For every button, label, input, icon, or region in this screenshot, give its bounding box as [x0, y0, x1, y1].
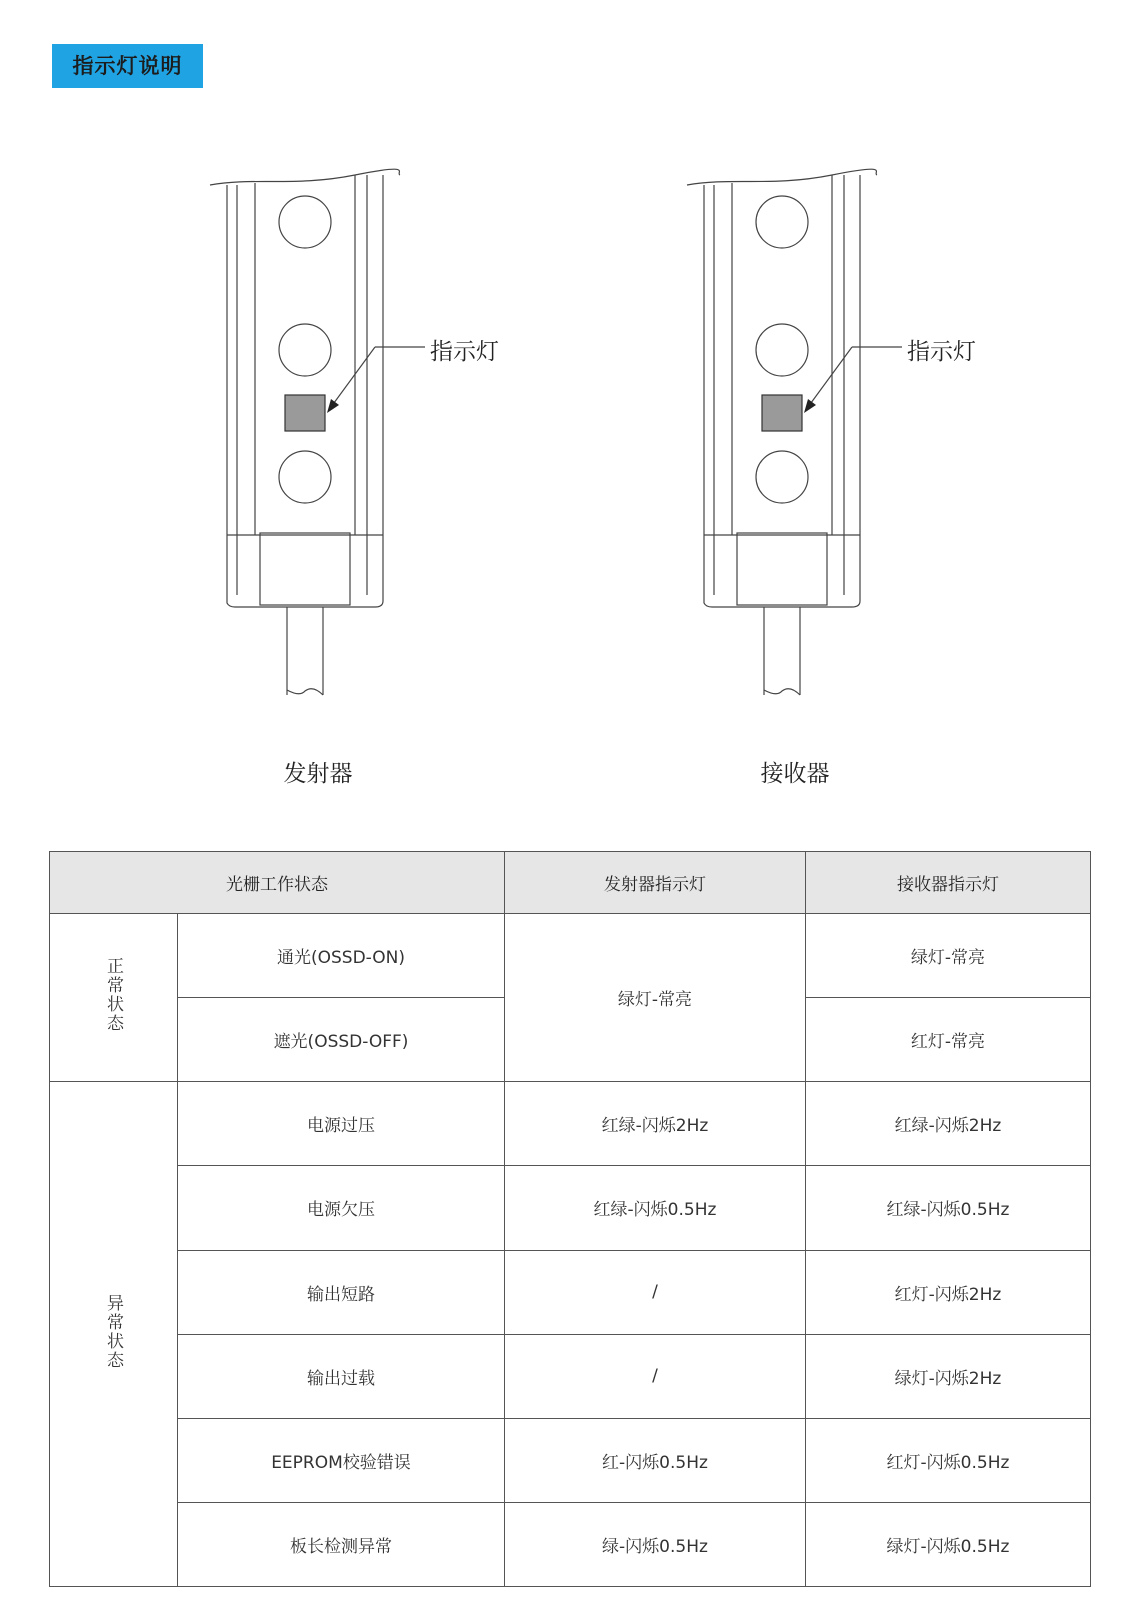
- table-row: [50, 1082, 1091, 1166]
- emitter-outline: [205, 165, 515, 735]
- receiver-cell: 红绿-闪烁0.5Hz: [806, 1166, 1091, 1250]
- receiver-cell: 红灯-常亮: [806, 998, 1091, 1082]
- emitter-cell: 红绿-闪烁2Hz: [505, 1082, 806, 1166]
- state-cell: 板长检测异常: [178, 1502, 505, 1586]
- receiver-callout-label: 指示灯: [907, 339, 976, 365]
- header-grating-state: 光栅工作状态: [50, 852, 505, 914]
- emitter-drawing: [205, 165, 515, 735]
- group-label-abnormal: 异常状态: [50, 1082, 178, 1587]
- receiver-cell: 绿灯-闪烁0.5Hz: [806, 1502, 1091, 1586]
- state-cell: 电源欠压: [178, 1166, 505, 1250]
- receiver-indicator-light: [762, 395, 802, 431]
- emitter-cell: /: [505, 1250, 806, 1334]
- header-emitter-indicator: 发射器指示灯: [505, 852, 806, 914]
- emitter-cell: 绿灯-常亮: [505, 914, 806, 1082]
- state-cell: 输出短路: [178, 1250, 505, 1334]
- table-row: [50, 1502, 1091, 1586]
- emitter-label: 发射器: [283, 761, 353, 787]
- state-cell: EEPROM校验错误: [178, 1418, 505, 1502]
- table-row: [50, 914, 1091, 998]
- table-row: [50, 1418, 1091, 1502]
- receiver-drawing: [682, 165, 992, 735]
- emitter-indicator-light: [285, 395, 325, 431]
- state-cell: 通光(OSSD-ON): [178, 914, 505, 998]
- receiver-cell: 红绿-闪烁2Hz: [806, 1082, 1091, 1166]
- receiver-outline: [682, 165, 992, 735]
- table-row: [50, 1166, 1091, 1250]
- receiver-label: 接收器: [760, 761, 830, 787]
- receiver-cell: 红灯-闪烁2Hz: [806, 1250, 1091, 1334]
- state-cell: 输出过载: [178, 1334, 505, 1418]
- state-cell: 遮光(OSSD-OFF): [178, 998, 505, 1082]
- indicator-status-table: [49, 851, 1091, 1587]
- emitter-cell: 绿-闪烁0.5Hz: [505, 1502, 806, 1586]
- header-receiver-indicator: 接收器指示灯: [806, 852, 1091, 914]
- emitter-cell: 红绿-闪烁0.5Hz: [505, 1166, 806, 1250]
- receiver-cell: 红灯-闪烁0.5Hz: [806, 1418, 1091, 1502]
- table-header-row: [50, 852, 1091, 914]
- table-row: [50, 1250, 1091, 1334]
- section-title: 指示灯说明: [52, 44, 203, 88]
- receiver-cell: 绿灯-闪烁2Hz: [806, 1334, 1091, 1418]
- emitter-cell: /: [505, 1334, 806, 1418]
- emitter-callout-label: 指示灯: [430, 339, 499, 365]
- receiver-cell: 绿灯-常亮: [806, 914, 1091, 998]
- group-label-normal: 正常状态: [50, 914, 178, 1082]
- emitter-cell: 红-闪烁0.5Hz: [505, 1418, 806, 1502]
- table-row: [50, 1334, 1091, 1418]
- state-cell: 电源过压: [178, 1082, 505, 1166]
